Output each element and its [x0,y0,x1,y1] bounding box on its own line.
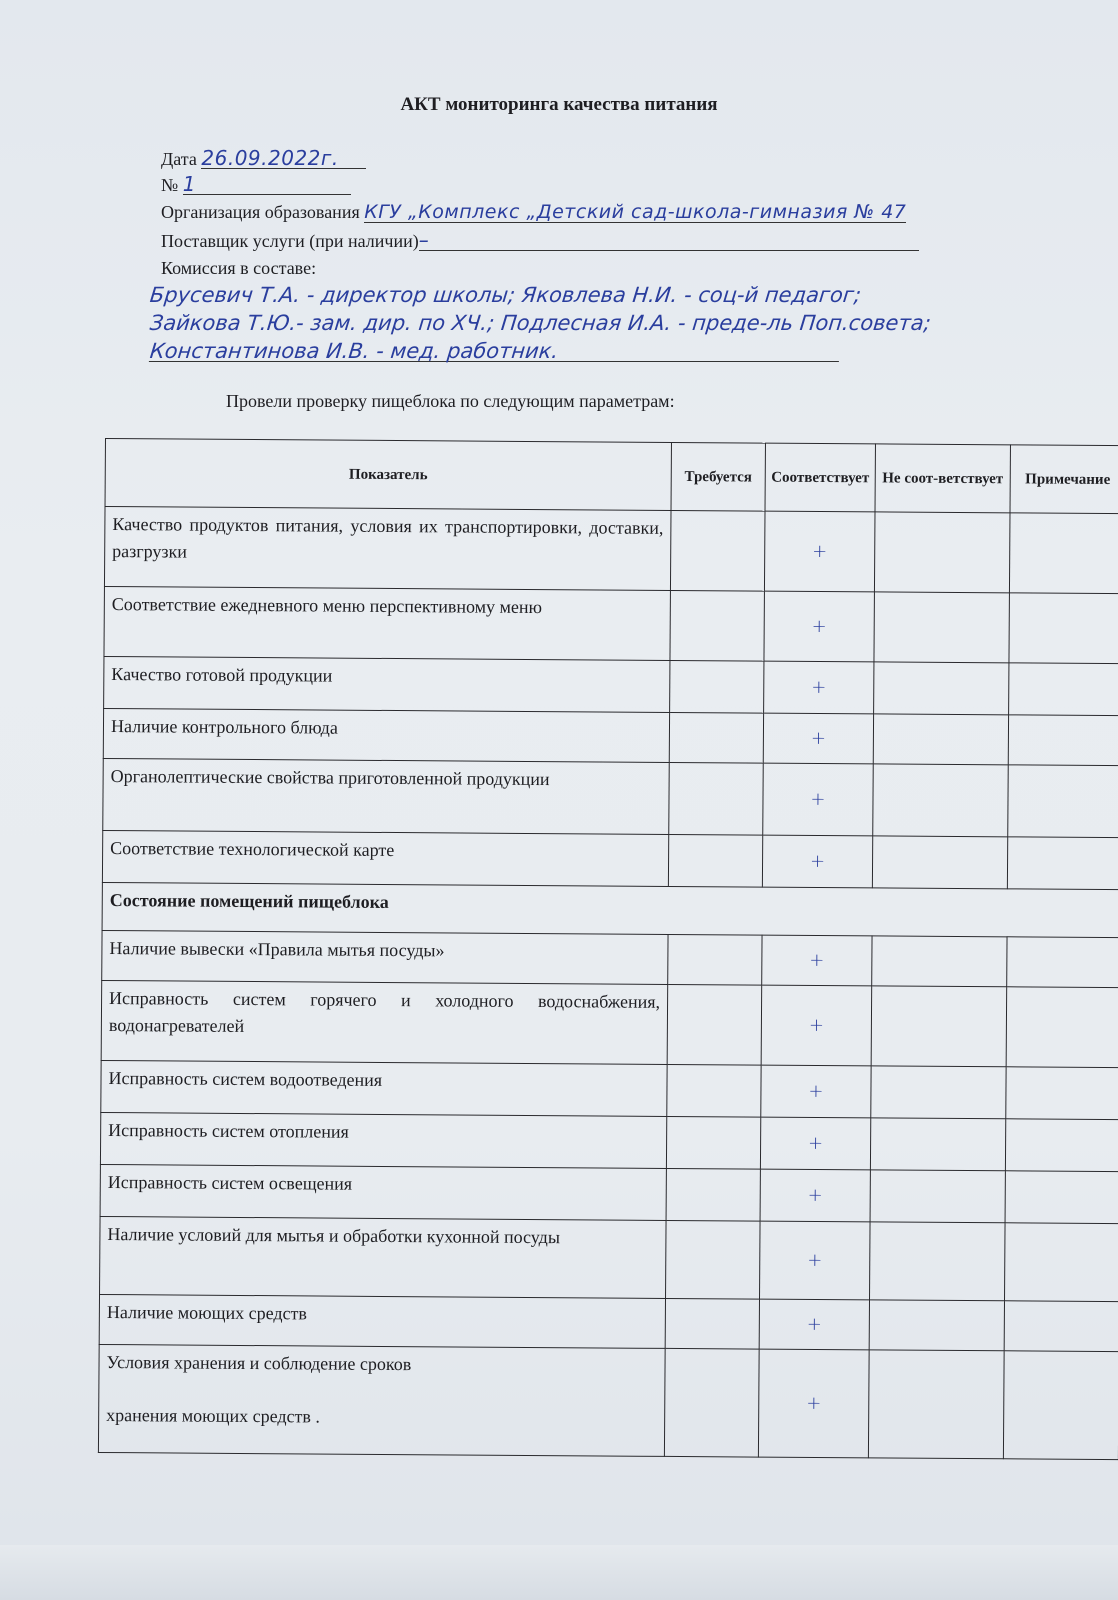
plus-mark: + [760,1117,870,1170]
note-cell [1007,837,1118,890]
commission-line-3-text: Константинова И.В. - мед. работник. [149,341,841,362]
row-label: Наличие вывески «Правила мытья посуды» [102,930,668,984]
note-cell [1008,765,1118,838]
row-label: Качество готовой продукции [104,656,670,712]
not-complies-cell [870,1222,1006,1301]
not-complies-cell [874,592,1009,663]
plus-mark: + [762,835,872,888]
not-complies-cell [871,986,1007,1067]
row-label: Наличие условий для мытья и обработки кухонной посуды [100,1216,667,1298]
inspection-table [98,438,1118,1460]
header-indicator: Показатель [105,439,671,511]
desk-surface [0,1545,1118,1600]
required-cell [669,762,764,835]
not-complies-cell [874,512,1010,593]
table-row [102,830,1118,889]
commission-label: Комиссия в составе: [161,258,317,278]
required-cell [668,834,762,887]
header-required: Требуется [671,442,765,511]
plus-mark: + [760,1221,871,1300]
number-line [161,174,351,196]
number-label: № [161,175,179,195]
required-cell [669,712,763,763]
plus-mark: + [764,591,874,662]
row-label: Соответствие ежедневного меню перспективному меню [104,586,670,660]
plus-mark: + [764,661,874,714]
required-cell [665,1298,759,1349]
header-not-complies: Не соот-ветствует [875,444,1010,513]
required-cell [668,934,762,985]
table-row [103,708,1118,765]
row-label: Соответствие технологической карте [102,830,668,886]
row-label-bottom: хранения моющих средств . [106,1405,320,1427]
note-cell [1006,987,1118,1068]
table-row [100,1112,1118,1171]
row-label: Наличие моющих средств [99,1294,665,1348]
note-cell [1003,1351,1118,1460]
supplier-value: – [419,230,919,251]
required-cell [666,1116,760,1169]
plus-mark: + [761,985,872,1066]
note-cell [1008,715,1118,766]
note-cell [1004,1301,1118,1352]
not-complies-cell [868,1350,1004,1459]
row-label [98,1344,665,1456]
row-label: Наличие контрольного блюда [103,708,669,762]
table-header-row [105,439,1118,514]
table-row [100,1216,1118,1301]
row-label-gap [106,1376,657,1406]
organization-line [161,202,906,223]
date-value: 26.09.2022г. [201,148,366,169]
not-complies-cell [871,1066,1006,1119]
table-row [103,758,1118,837]
header-note: Примечание [1010,445,1118,514]
note-cell [1009,513,1118,594]
not-complies-cell [870,1118,1005,1171]
table-row [102,930,1118,987]
plus-mark: + [760,1169,870,1222]
date-line [161,148,366,170]
note-cell [1006,1067,1118,1120]
organization-label: Организация образования [161,202,360,222]
table-row [104,656,1118,715]
required-cell [670,660,764,713]
date-label: Дата [161,149,197,169]
note-cell [1009,593,1118,664]
not-complies-cell [873,714,1008,765]
commission-line-1: Брусевич Т.А. - директор школы; Яковлева Н.И. - соц-й педагог; [148,283,863,307]
plus-mark: + [759,1299,869,1350]
plus-mark: + [762,935,872,986]
row-label: Исправность систем освещения [100,1164,666,1220]
plus-mark: + [763,763,873,836]
row-label-top: Условия хранения и соблюдение сроков [106,1352,412,1375]
row-label: Исправность систем водоотведения [101,1060,667,1116]
table-row [104,507,1118,594]
header-complies: Соответствует [765,443,875,512]
plus-mark: + [758,1349,869,1458]
organization-value: КГУ „Комплекс „Детский сад-школа-гимназия № 47 [364,201,907,223]
table-row [98,1344,1118,1459]
not-complies-cell [873,764,1008,837]
number-value: 1 [183,174,351,195]
intro-text: Провели проверку пищеблока по следующим параметрам: [226,391,675,411]
not-complies-cell [872,936,1007,987]
section-header-row [102,882,1118,937]
row-label: Исправность систем отопления [100,1112,666,1168]
supplier-label: Поставщик услуги (при наличии) [161,231,419,251]
commission-line-3 [149,339,842,363]
required-cell [667,1064,761,1117]
required-cell [670,510,765,591]
row-label: Исправность систем горячего и холодного водоснабжения, водонагревателей [101,980,668,1064]
note-cell [1009,663,1118,716]
not-complies-cell [870,1170,1005,1223]
note-cell [1005,1119,1118,1172]
table-row [99,1294,1118,1351]
commission-line-2: Зайкова Т.Ю.- зам. дир. по ХЧ.; Подлесная И.А. - преде-ль Поп.совета; [148,311,933,335]
row-label: Органолептические свойства приготовленной продукции [103,758,669,834]
table-row [101,980,1118,1067]
section-title: Состояние помещений пищеблока [102,882,1118,937]
note-cell [1005,1171,1118,1224]
note-cell [1004,1223,1118,1302]
required-cell [666,1220,761,1299]
not-complies-cell [869,1300,1004,1351]
required-cell [667,984,762,1065]
plus-mark: + [763,713,873,764]
not-complies-cell [874,662,1009,715]
required-cell [666,1168,760,1221]
not-complies-cell [872,836,1007,889]
note-cell [1007,937,1118,988]
supplier-line [161,230,919,252]
document-title: АКТ мониторинга качества питания [400,94,718,115]
plus-mark: + [764,511,875,592]
required-cell [664,1348,759,1457]
table-row [100,1164,1118,1223]
plus-mark: + [761,1065,871,1118]
required-cell [670,590,764,661]
table-row [101,1060,1118,1119]
row-label: Качество продуктов питания, условия их транспортировки, доставки, разгрузки [104,507,671,591]
table-row [104,586,1118,663]
